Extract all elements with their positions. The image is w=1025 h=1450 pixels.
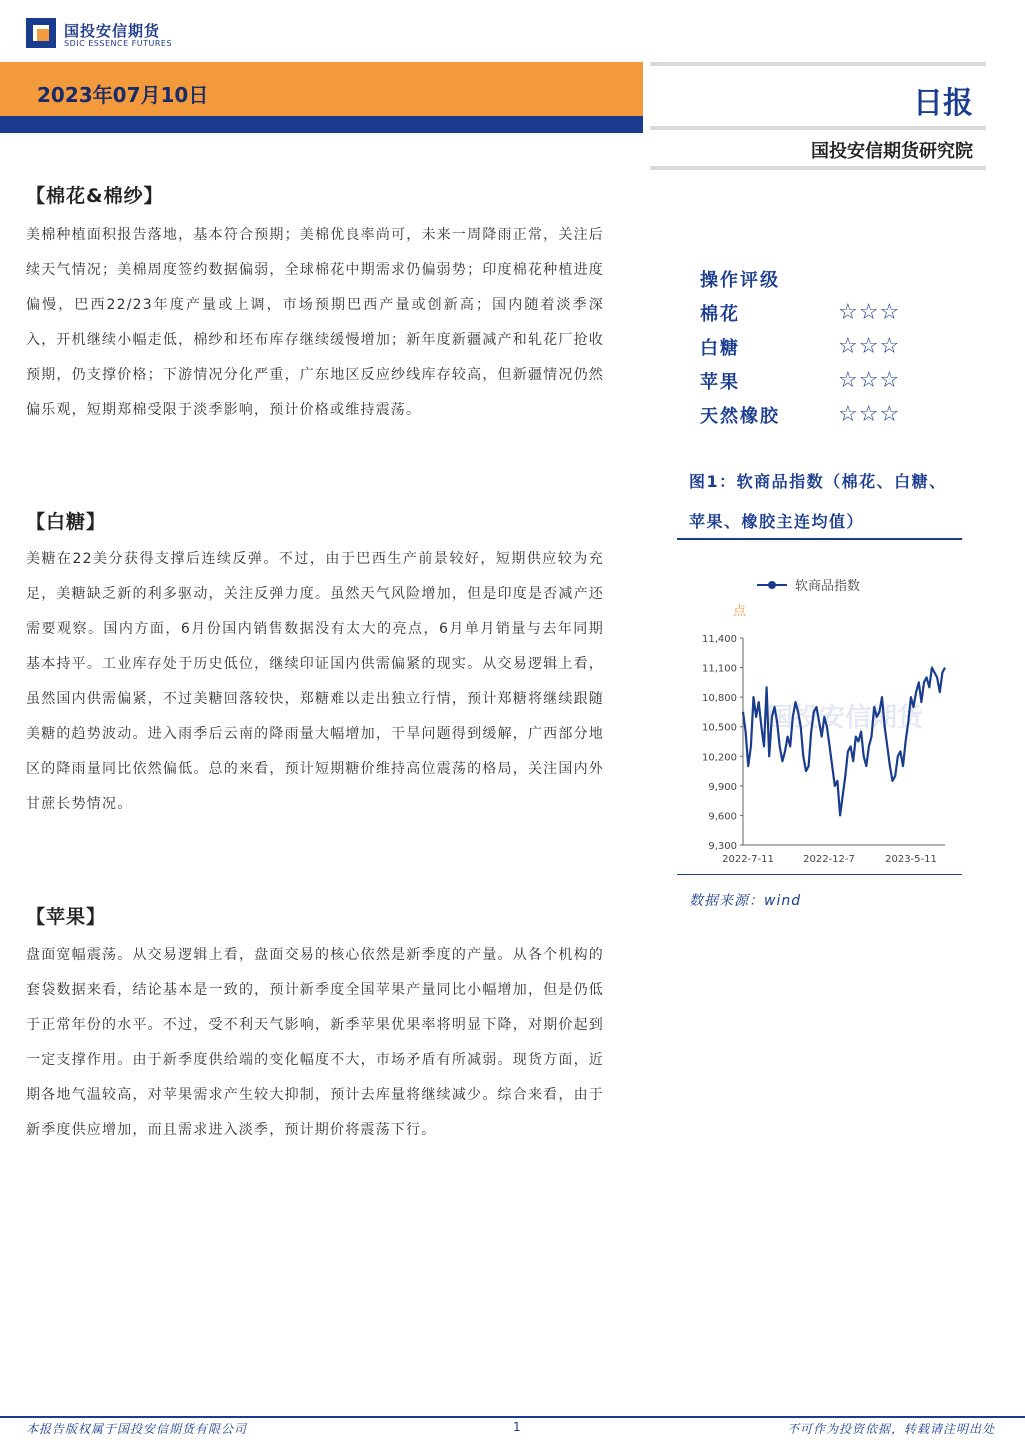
figure-rule-top bbox=[677, 538, 962, 540]
section-body-apple: 盘面宽幅震荡。从交易逻辑上看，盘面交易的核心依然是新季度的产量。从各个机构的套袋数据来看，结论基本是一致的，预计新季度全国苹果产量同比小幅增加，但是仍低于正常年份的水平。不过，受不利天气影响，新季苹果优果率将明显下降，对期价起到一定支撑作用。由于新季度供给端的变化幅度不大，市场矛盾有所减弱。现货方面，近期各地气温较高，对苹果需求产生较大抑制，预计去库量将继续减少。综合来看，由于新季度供应增加，而且需求进入淡季，预计期价将震荡下行。 bbox=[26, 947, 604, 1138]
soft-commodity-index-chart bbox=[677, 566, 962, 871]
y-tick-label: 10,200 bbox=[702, 752, 737, 764]
y-tick-label: 9,900 bbox=[708, 781, 737, 793]
rating-stars-icon: ☆☆☆ bbox=[838, 300, 901, 325]
rating-stars-icon: ☆☆☆ bbox=[838, 402, 901, 427]
header-divider-top bbox=[650, 62, 986, 66]
rating-name: 白糖 bbox=[700, 338, 740, 359]
y-tick-label: 10,800 bbox=[702, 693, 737, 705]
footer-rule bbox=[0, 1416, 1025, 1418]
y-axis bbox=[702, 634, 743, 852]
section-title-sugar: 【白糖】 bbox=[26, 511, 107, 533]
legend-label: 软商品指数 bbox=[795, 579, 861, 594]
footer-copyright: 本报告版权属于国投安信期货有限公司 bbox=[26, 1422, 248, 1436]
y-tick-label: 10,500 bbox=[702, 722, 737, 734]
y-axis-unit-label: 点 bbox=[733, 604, 747, 619]
data-source: 数据来源：wind bbox=[689, 893, 802, 909]
rating-name: 苹果 bbox=[700, 372, 740, 393]
logo-company-name: 国投安信期货 bbox=[64, 22, 161, 40]
y-tick-label: 9,600 bbox=[708, 811, 737, 823]
x-tick-label: 2022-12-7 bbox=[803, 854, 855, 865]
chart-legend bbox=[757, 578, 860, 594]
rating-name: 天然橡胶 bbox=[700, 406, 780, 427]
page-number: 1 bbox=[513, 1420, 521, 1434]
rating-title: 操作评级 bbox=[700, 270, 780, 291]
rating-stars-icon: ☆☆☆ bbox=[838, 334, 901, 359]
rating-name: 棉花 bbox=[700, 304, 740, 325]
rating-row bbox=[700, 334, 940, 368]
y-tick-label: 11,400 bbox=[702, 634, 737, 645]
figure-rule-bottom bbox=[677, 874, 962, 875]
x-axis bbox=[722, 845, 945, 865]
logo-company-name-en: SDIC ESSENCE FUTURES bbox=[64, 39, 173, 48]
figure-caption: 图1：软商品指数（棉花、白糖、苹果、橡胶主连均值） bbox=[689, 472, 947, 531]
series-line bbox=[743, 668, 945, 816]
rating-row bbox=[700, 300, 940, 334]
institute-name: 国投安信期货研究院 bbox=[811, 141, 973, 162]
section-body-sugar: 美糖在22美分获得支撑后连续反弹。不过，由于巴西生产前景较好，短期供应较为充足，美糖缺乏新的利多驱动，关注反弹力度。虽然天气风险增加，但是印度是否减产还需要观察。国内方面，6月份国内销售数据没有太大的亮点，6月单月销量与去年同期基本持平。工业库存处于历史低位，继续印证国内供需偏紧的现实。从交易逻辑上看，虽然国内供需偏紧，不过美糖回落较快，郑糖难以走出独立行情，预计郑糖将继续跟随美糖的趋势波动。进入雨季后云南的降雨量大幅增加，干旱问题得到缓解，广西部分地区的降雨量同比依然偏低。总的来看，预计短期糖价维持高位震荡的格局，关注国内外甘蔗长势情况。 bbox=[26, 551, 604, 812]
rating-row bbox=[700, 368, 940, 402]
x-tick-label: 2022-7-11 bbox=[722, 854, 774, 865]
chart-watermark: 国投安信期货 bbox=[767, 703, 924, 733]
footer-disclaimer: 不可作为投资依据，转载请注明出处 bbox=[786, 1422, 995, 1436]
section-title-apple: 【苹果】 bbox=[26, 906, 107, 928]
section-body-cotton: 美棉种植面积报告落地，基本符合预期；美棉优良率尚可，未来一周降雨正常，关注后续天气情况；美棉周度签约数据偏弱，全球棉花中期需求仍偏弱势；印度棉花种植进度偏慢，巴西22/23年度产量或上调，市场预期巴西产量或创新高；国内随着淡季深入，开机继续小幅走低，棉纱和坯布库存继续缓慢增加；新年度新疆减产和轧花厂抢收预期，仍支撑价格；下游情况分化严重，广东地区反应纱线库存较高，但新疆情况仍然偏乐观，短期郑棉受限于淡季影响，预计价格或维持震荡。 bbox=[26, 227, 604, 418]
company-logo-icon bbox=[26, 18, 56, 48]
section-title-cotton: 【棉花&棉纱】 bbox=[26, 185, 164, 207]
header-blue-band bbox=[0, 116, 643, 133]
rating-stars-icon: ☆☆☆ bbox=[838, 368, 901, 393]
x-tick-label: 2023-5-11 bbox=[885, 854, 937, 865]
y-tick-label: 11,100 bbox=[702, 663, 737, 675]
header-divider-bottom bbox=[650, 166, 986, 170]
report-type: 日报 bbox=[913, 86, 973, 121]
y-tick-label: 9,300 bbox=[708, 841, 737, 852]
report-date: 2023年07月10日 bbox=[37, 83, 209, 107]
header-divider-mid bbox=[650, 126, 986, 130]
rating-row bbox=[700, 402, 940, 436]
